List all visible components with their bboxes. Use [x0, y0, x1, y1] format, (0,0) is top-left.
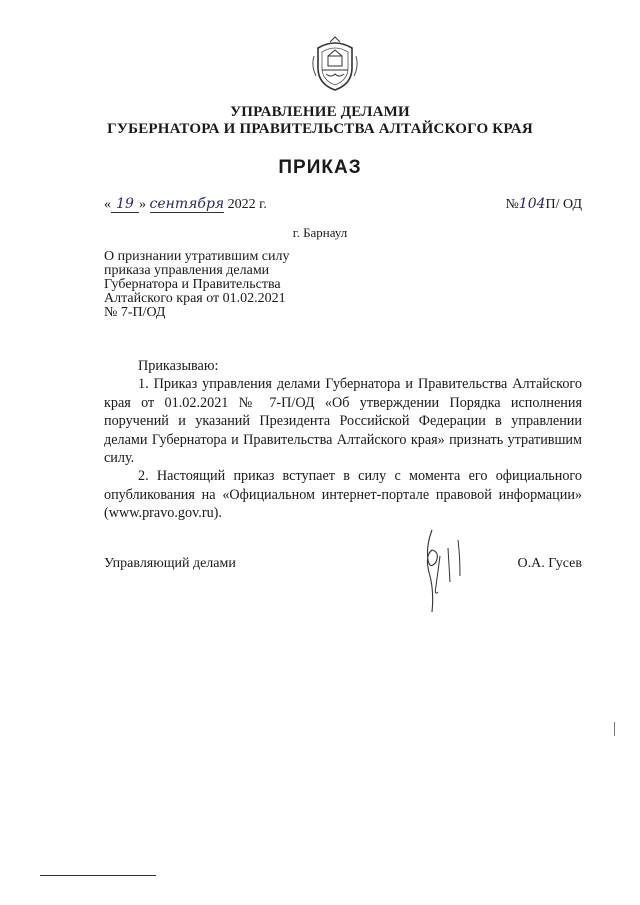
altai-krai-coat-of-arms-icon [308, 34, 362, 92]
subject-line: Губернатора и Правительства [104, 277, 281, 292]
date-month: сентября [149, 196, 225, 212]
number-value: 104 [518, 196, 546, 212]
signer-name: О.А. Гусев [517, 556, 582, 571]
date-day: 19 [111, 196, 139, 213]
signer-position: Управляющий делами [104, 556, 236, 571]
body-item-2: 2. Настоящий приказ вступает в силу с момента его официального опубликования на «Официальном интернет-портале правовой информации» (www.pravo.gov.ru). [104, 468, 582, 522]
date-quote-open: « [104, 197, 111, 212]
document-type-title: ПРИКАЗ [278, 157, 362, 178]
subject-line: № 7-П/ОД [104, 305, 166, 320]
date-quote-close: » [139, 197, 146, 212]
document-body [104, 357, 582, 523]
document-number [505, 196, 582, 213]
margin-mark [614, 722, 615, 736]
body-item-1: 1. Приказ управления делами Губернатора и Правительства Алтайского края от 01.02.2021 № 7-П/ОД «Об утверждении Порядка исполнения поручений и указаний Президента Российской Федерации в управлении делами Губернатора и Правительства Алтайского края» признать утратившим силу. [104, 376, 582, 467]
organization-name-line-1: УПРАВЛЕНИЕ ДЕЛАМИ [230, 104, 410, 120]
subject-line: О признании утратившим силу [104, 249, 290, 264]
document-subject [104, 250, 344, 320]
number-suffix: П/ ОД [545, 197, 582, 212]
city-name: г. Барнаул [292, 225, 348, 240]
footnote-separator [40, 875, 156, 876]
document-date [104, 196, 267, 213]
body-intro: Приказываю: [138, 358, 219, 374]
subject-line: приказа управления делами [104, 263, 270, 278]
date-year: 2022 г. [227, 197, 267, 212]
handwritten-signature-icon [418, 526, 470, 618]
number-prefix: № [505, 197, 519, 212]
organization-name-line-2: ГУБЕРНАТОРА И ПРАВИТЕЛЬСТВА АЛТАЙСКОГО КРАЯ [107, 121, 533, 137]
subject-line: Алтайского края от 01.02.2021 [104, 291, 286, 306]
